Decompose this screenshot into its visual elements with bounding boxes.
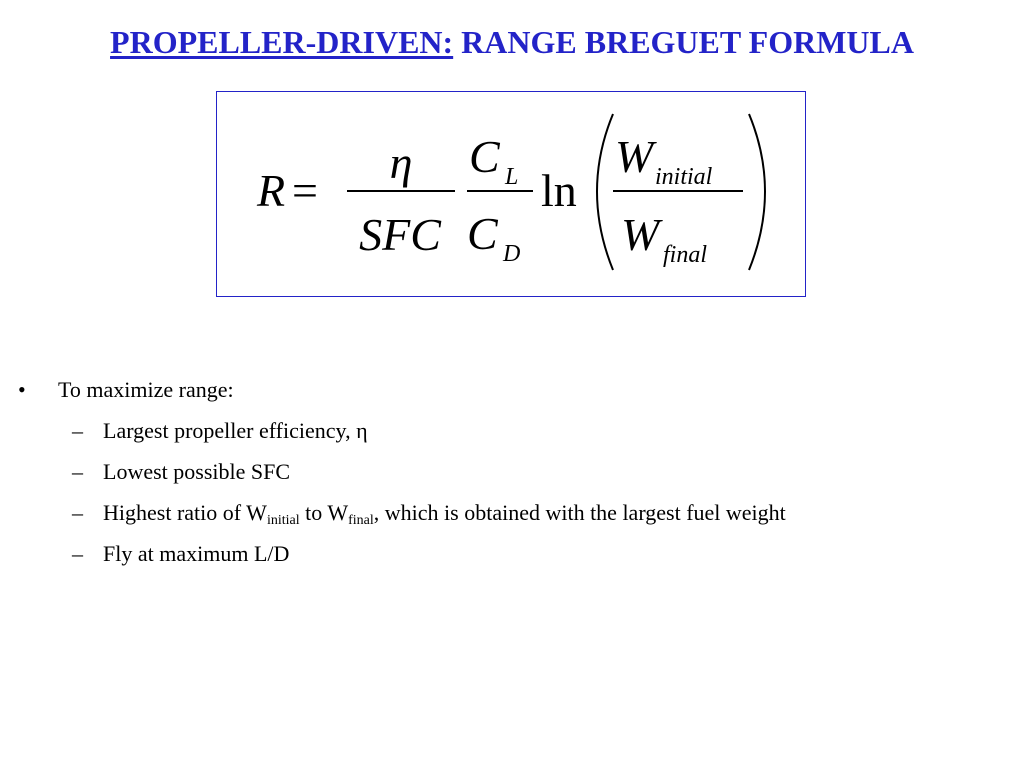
sub-bullet-text: Lowest possible SFC [103,459,291,484]
bullet-main-text: To maximize range: [58,377,234,402]
sub-bullet [0,417,1024,458]
title-prefix: PROPELLER-DRIVEN: [110,24,454,60]
sub-bullet-text [103,499,786,527]
ratio-sub-final: final [348,513,374,528]
sub-bullet-dash: – [72,418,83,443]
ratio-text-a: Highest ratio of W [103,500,267,525]
formula-cl-base: C [469,131,500,182]
formula-lhs: R [257,165,286,216]
sub-bullet-dash: – [72,541,83,566]
formula-w-final-sub: final [663,242,708,268]
left-paren [597,114,613,270]
ratio-sub-initial: initial [266,513,300,528]
formula-w-initial-base: W [615,131,654,182]
formula-w-final-base: W [621,209,660,260]
breguet-formula [217,92,807,298]
formula-box [216,91,806,297]
formula-ln: ln [541,165,577,216]
ratio-text-b: to W [299,500,349,525]
sub-bullet [0,458,1024,499]
bullet-list [0,376,1024,581]
page-title [0,24,1024,61]
bullet-main [0,376,1024,417]
formula-eta: η [389,137,413,188]
title-rest: RANGE BREGUET FORMULA [453,24,914,60]
ratio-text-c: , which is obtained with the largest fuel weight [373,500,786,525]
formula-cl-sub: L [505,164,519,190]
formula-w-initial-sub: initial [655,164,713,190]
sub-bullet-text: Fly at maximum L/D [103,541,290,566]
formula-cd-sub: D [503,241,521,267]
formula-sfc: SFC [359,209,441,260]
formula-equals: = [292,165,318,216]
sub-bullet [0,540,1024,581]
sub-bullet-text: Largest propeller efficiency, η [103,418,368,443]
right-paren [749,114,765,270]
sub-bullet [0,499,1024,540]
sub-bullet-dash: – [72,459,83,484]
formula-cd-base: C [467,208,498,259]
sub-bullet-dash: – [72,500,83,525]
bullet-dot: • [18,377,26,402]
